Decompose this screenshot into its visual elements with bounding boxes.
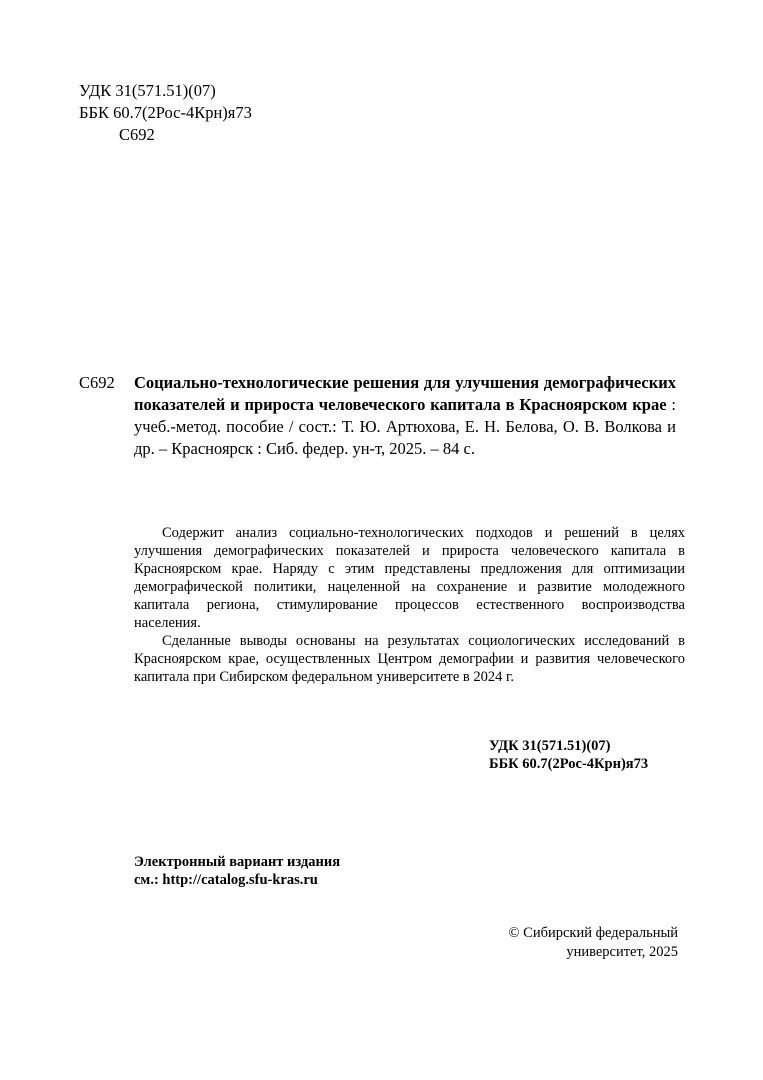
bibliographic-description [134, 372, 676, 460]
annotation-paragraph-1: Содержит анализ социально-технологических подходов и решений в целях улучшения демографических показателей и прироста человеческого капитала в Красноярском крае. Наряду с этим представлены предложения для оптимизации демографической политики, нацеленной на сохранение и развитие молодежного капитала региона, стимулирование процессов естественного воспроизводства населения. [134, 525, 685, 631]
copyright-line-1: © Сибирский федеральный [508, 925, 678, 941]
book-title: Социально-технологические решения для улучшения демографических показателей и прироста человеческого капитала в Красноярском крае [134, 373, 676, 414]
electronic-version-link: см.: http://catalog.sfu-kras.ru [134, 872, 318, 888]
udk-code: УДК 31(571.51)(07) [79, 81, 216, 100]
copyright-line-2: университет, 2025 [566, 944, 678, 960]
publication-details: : учеб.-метод. пособие / сост.: Т. Ю. Артюхова, Е. Н. Белова, О. В. Волкова и др. – Красноярск : Сиб. федер. ун-т, 2025. – 84 с. [134, 395, 676, 458]
annotation-paragraph-2: Сделанные выводы основаны на результатах социологических исследований в Красноярском крае, осуществленных Центром демографии и развития человеческого капитала при Сибирском федеральном университете в 2024 г. [134, 633, 685, 685]
bbk-code: ББК 60.7(2Рос-4Крн)я73 [79, 103, 252, 122]
bbk-code-bold: ББК 60.7(2Рос-4Крн)я73 [489, 756, 649, 772]
annotation [134, 524, 685, 686]
author-mark: С692 [119, 125, 155, 144]
udk-code-bold: УДК 31(571.51)(07) [489, 738, 611, 754]
electronic-version-label: Электронный вариант издания [134, 854, 341, 870]
entry-author-mark: С692 [79, 373, 115, 392]
